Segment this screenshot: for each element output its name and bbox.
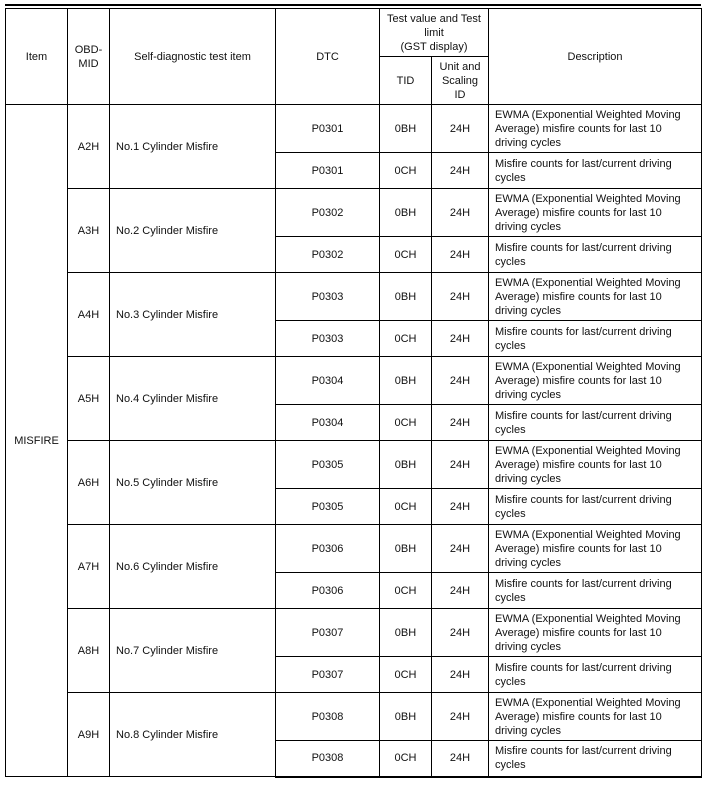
misfire-test-table bbox=[5, 8, 702, 778]
cell-unit-scaling: 24H bbox=[432, 489, 489, 525]
cell-tid: 0CH bbox=[380, 237, 432, 273]
cell-dtc: P0302 bbox=[276, 237, 380, 273]
cell-dtc: P0308 bbox=[276, 741, 380, 777]
cell-test-item: No.2 Cylinder Misfire bbox=[110, 189, 276, 273]
table-body bbox=[6, 105, 702, 777]
cell-unit-scaling: 24H bbox=[432, 573, 489, 609]
cell-tid: 0BH bbox=[380, 525, 432, 573]
cell-tid: 0BH bbox=[380, 273, 432, 321]
cell-description: EWMA (Exponential Weighted Moving Average) misfire counts for last 10 driving cycles bbox=[489, 609, 702, 657]
cell-dtc: P0302 bbox=[276, 189, 380, 237]
cell-tid: 0CH bbox=[380, 489, 432, 525]
cell-unit-scaling: 24H bbox=[432, 153, 489, 189]
cell-description: EWMA (Exponential Weighted Moving Average) misfire counts for last 10 driving cycles bbox=[489, 357, 702, 405]
table-row bbox=[6, 357, 702, 405]
cell-unit-scaling: 24H bbox=[432, 273, 489, 321]
cell-dtc: P0307 bbox=[276, 609, 380, 657]
cell-obd-mid: A8H bbox=[68, 609, 110, 693]
cell-obd-mid: A9H bbox=[68, 693, 110, 777]
cell-obd-mid: A6H bbox=[68, 441, 110, 525]
header-item: Item bbox=[6, 9, 68, 105]
header-dtc: DTC bbox=[276, 9, 380, 105]
cell-description: EWMA (Exponential Weighted Moving Average) misfire counts for last 10 driving cycles bbox=[489, 273, 702, 321]
cell-test-item: No.1 Cylinder Misfire bbox=[110, 105, 276, 189]
cell-tid: 0CH bbox=[380, 153, 432, 189]
cell-test-item: No.5 Cylinder Misfire bbox=[110, 441, 276, 525]
cell-unit-scaling: 24H bbox=[432, 693, 489, 741]
cell-item: MISFIRE bbox=[6, 105, 68, 777]
cell-tid: 0CH bbox=[380, 573, 432, 609]
cell-unit-scaling: 24H bbox=[432, 405, 489, 441]
cell-dtc: P0308 bbox=[276, 693, 380, 741]
cell-tid: 0BH bbox=[380, 441, 432, 489]
header-description: Description bbox=[489, 9, 702, 105]
cell-dtc: P0306 bbox=[276, 573, 380, 609]
cell-dtc: P0301 bbox=[276, 153, 380, 189]
cell-unit-scaling: 24H bbox=[432, 105, 489, 153]
cell-test-item: No.3 Cylinder Misfire bbox=[110, 273, 276, 357]
cell-tid: 0BH bbox=[380, 357, 432, 405]
cell-description: EWMA (Exponential Weighted Moving Average) misfire counts for last 10 driving cycles bbox=[489, 441, 702, 489]
top-rule bbox=[5, 4, 701, 6]
cell-description: Misfire counts for last/current driving cycles bbox=[489, 489, 702, 525]
cell-description: Misfire counts for last/current driving cycles bbox=[489, 405, 702, 441]
cell-obd-mid: A4H bbox=[68, 273, 110, 357]
cell-dtc: P0304 bbox=[276, 357, 380, 405]
cell-tid: 0BH bbox=[380, 693, 432, 741]
cell-unit-scaling: 24H bbox=[432, 441, 489, 489]
cell-description: EWMA (Exponential Weighted Moving Average) misfire counts for last 10 driving cycles bbox=[489, 189, 702, 237]
cell-unit-scaling: 24H bbox=[432, 357, 489, 405]
cell-description: Misfire counts for last/current driving cycles bbox=[489, 237, 702, 273]
cell-unit-scaling: 24H bbox=[432, 237, 489, 273]
cell-tid: 0BH bbox=[380, 609, 432, 657]
cell-description: EWMA (Exponential Weighted Moving Average) misfire counts for last 10 driving cycles bbox=[489, 525, 702, 573]
cell-test-item: No.8 Cylinder Misfire bbox=[110, 693, 276, 777]
cell-dtc: P0306 bbox=[276, 525, 380, 573]
header-tid: TID bbox=[380, 57, 432, 105]
cell-test-item: No.7 Cylinder Misfire bbox=[110, 609, 276, 693]
cell-tid: 0CH bbox=[380, 321, 432, 357]
table-row bbox=[6, 105, 702, 153]
cell-obd-mid: A7H bbox=[68, 525, 110, 609]
table-row bbox=[6, 525, 702, 573]
cell-description: EWMA (Exponential Weighted Moving Average) misfire counts for last 10 driving cycles bbox=[489, 105, 702, 153]
table-row bbox=[6, 609, 702, 657]
cell-dtc: P0307 bbox=[276, 657, 380, 693]
cell-unit-scaling: 24H bbox=[432, 525, 489, 573]
cell-unit-scaling: 24H bbox=[432, 741, 489, 777]
cell-tid: 0BH bbox=[380, 105, 432, 153]
cell-tid: 0BH bbox=[380, 189, 432, 237]
cell-tid: 0CH bbox=[380, 405, 432, 441]
cell-dtc: P0303 bbox=[276, 321, 380, 357]
cell-dtc: P0305 bbox=[276, 489, 380, 525]
cell-dtc: P0305 bbox=[276, 441, 380, 489]
header-obd-mid: OBD- MID bbox=[68, 9, 110, 105]
cell-obd-mid: A3H bbox=[68, 189, 110, 273]
cell-description: Misfire counts for last/current driving cycles bbox=[489, 321, 702, 357]
document-page bbox=[5, 4, 701, 778]
cell-dtc: P0304 bbox=[276, 405, 380, 441]
header-unit-scaling: Unit and Scaling ID bbox=[432, 57, 489, 105]
cell-unit-scaling: 24H bbox=[432, 657, 489, 693]
cell-dtc: P0303 bbox=[276, 273, 380, 321]
cell-description: EWMA (Exponential Weighted Moving Average) misfire counts for last 10 driving cycles bbox=[489, 693, 702, 741]
header-row-1 bbox=[6, 9, 702, 57]
cell-obd-mid: A5H bbox=[68, 357, 110, 441]
header-test-value-group: Test value and Test limit (GST display) bbox=[380, 9, 489, 57]
cell-test-item: No.4 Cylinder Misfire bbox=[110, 357, 276, 441]
cell-unit-scaling: 24H bbox=[432, 321, 489, 357]
cell-description: Misfire counts for last/current driving cycles bbox=[489, 741, 702, 777]
cell-description: Misfire counts for last/current driving cycles bbox=[489, 573, 702, 609]
cell-dtc: P0301 bbox=[276, 105, 380, 153]
cell-unit-scaling: 24H bbox=[432, 609, 489, 657]
header-test-item: Self-diagnostic test item bbox=[110, 9, 276, 105]
cell-tid: 0CH bbox=[380, 657, 432, 693]
cell-description: Misfire counts for last/current driving cycles bbox=[489, 657, 702, 693]
table-row bbox=[6, 441, 702, 489]
table-row bbox=[6, 693, 702, 741]
table-row bbox=[6, 273, 702, 321]
cell-test-item: No.6 Cylinder Misfire bbox=[110, 525, 276, 609]
cell-description: Misfire counts for last/current driving cycles bbox=[489, 153, 702, 189]
cell-obd-mid: A2H bbox=[68, 105, 110, 189]
cell-unit-scaling: 24H bbox=[432, 189, 489, 237]
table-row bbox=[6, 189, 702, 237]
cell-tid: 0CH bbox=[380, 741, 432, 777]
